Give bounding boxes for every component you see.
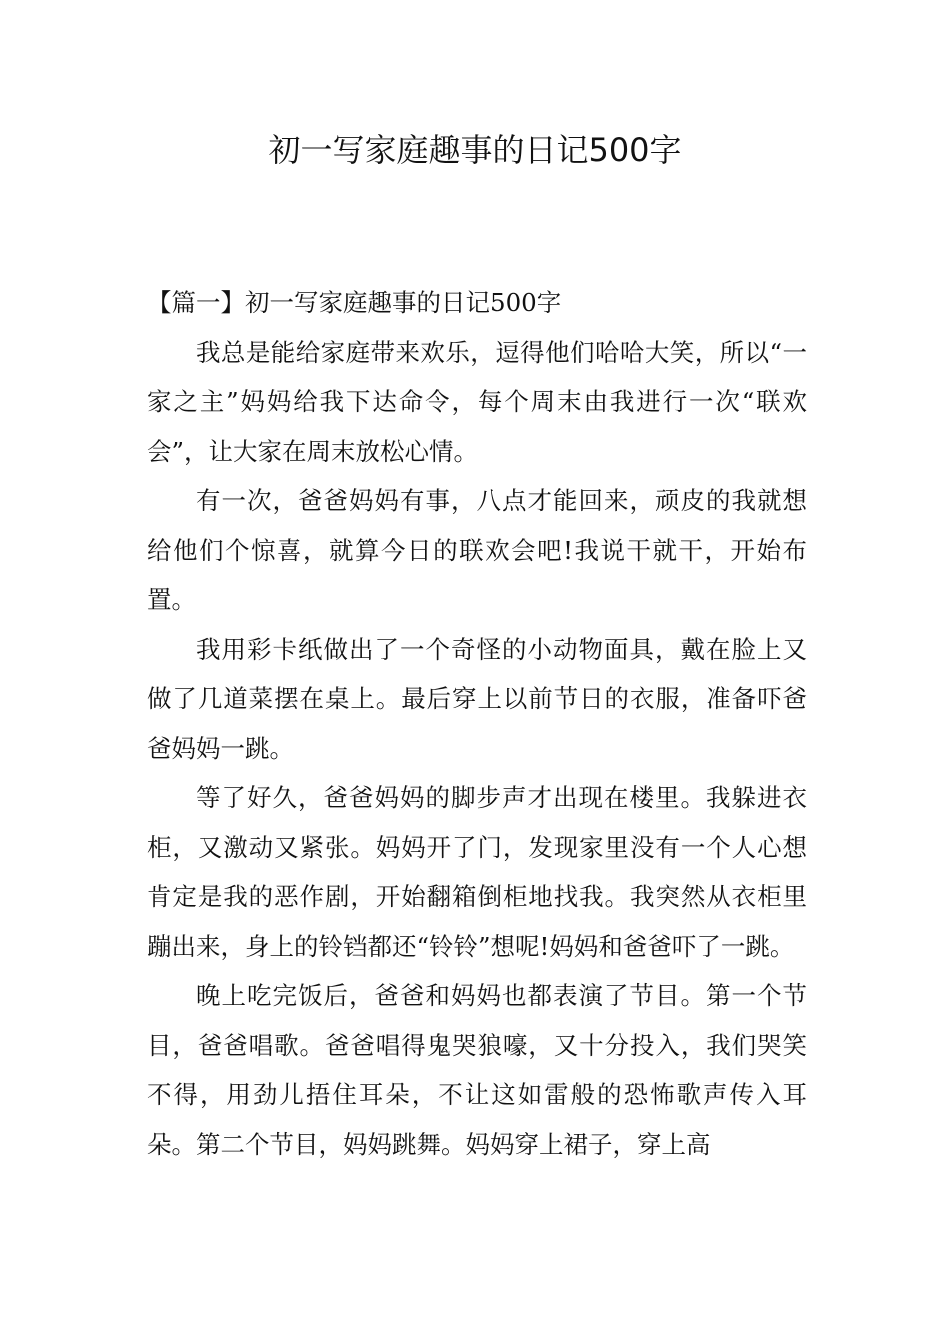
paragraph-3: 我用彩卡纸做出了一个奇怪的小动物面具，戴在脸上又做了几道菜摆在桌上。最后穿上以前节日的衣服，准备吓爸爸妈妈一跳。 bbox=[147, 634, 807, 763]
document-title: 初一写家庭趣事的日记500字 bbox=[268, 131, 682, 169]
document-body bbox=[147, 278, 807, 1169]
paragraph-5: 晚上吃完饭后，爸爸和妈妈也都表演了节目。第一个节目，爸爸唱歌。爸爸唱得鬼哭狼嚎，又十分投入，我们哭笑不得，用劲儿捂住耳朵，不让这如雷般的恐怖歌声传入耳朵。第二个节目，妈妈跳舞。妈妈穿上裙子，穿上高 bbox=[147, 981, 807, 1159]
paragraph-2: 有一次，爸爸妈妈有事，八点才能回来，顽皮的我就想给他们个惊喜，就算今日的联欢会吧!我说干就干，开始布置。 bbox=[147, 486, 807, 614]
paragraph-1: 我总是能给家庭带来欢乐，逗得他们哈哈大笑，所以“一家之主”妈妈给我下达命令，每个周末由我进行一次“联欢会”，让大家在周末放松心情。 bbox=[147, 337, 807, 466]
section-heading: 【篇一】初一写家庭趣事的日记500字 bbox=[147, 288, 562, 317]
paragraph-4: 等了好久，爸爸妈妈的脚步声才出现在楼里。我躲进衣柜，又激动又紧张。妈妈开了门，发现家里没有一个人心想肯定是我的恶作剧，开始翻箱倒柜地找我。我突然从衣柜里蹦出来，身上的铃铛都还“铃铃”想呢!妈妈和爸爸吓了一跳。 bbox=[147, 783, 807, 961]
